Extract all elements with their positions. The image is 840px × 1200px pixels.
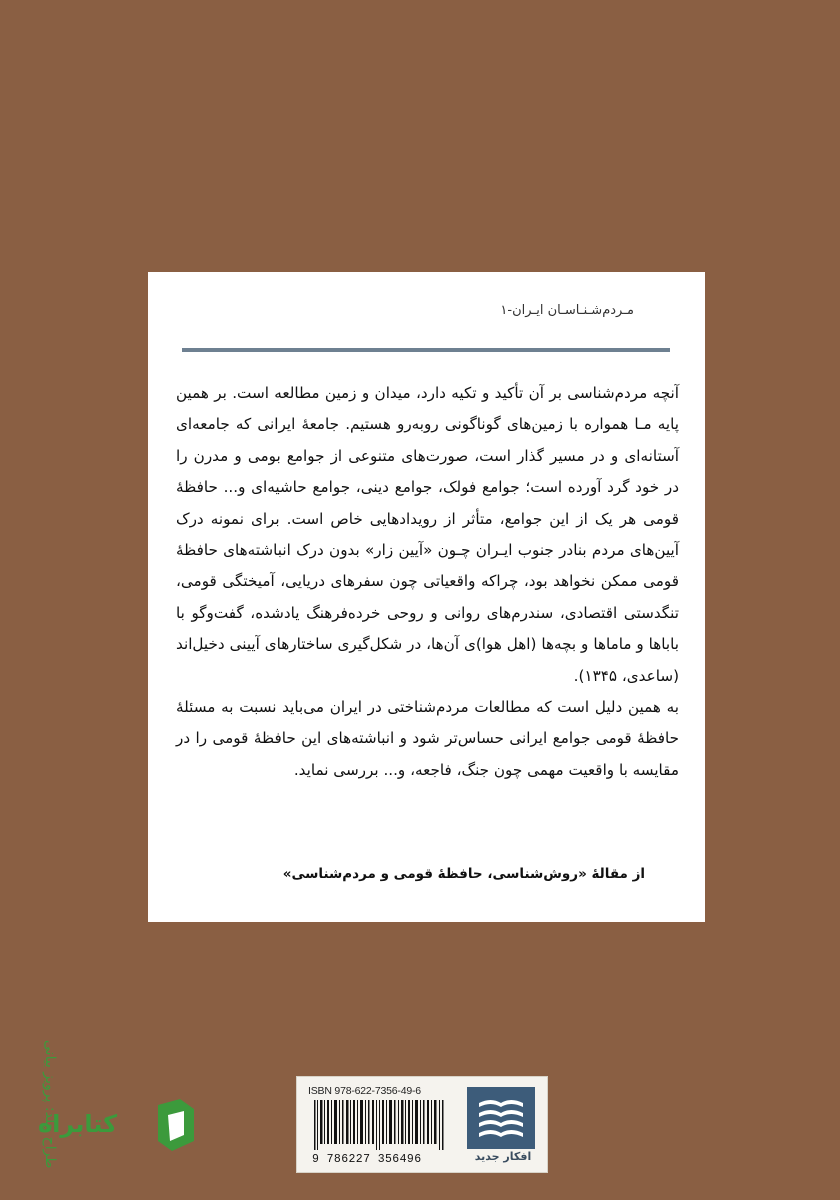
paragraph-1: آنچه مردم‌شناسی بر آن تأکید و تکیه دارد، میدان و زمین مطالعه است. بر همین پایه مـا همواره با زمین‌های گوناگونی روبه‌رو هستیم. جامعهٔ ایرانی که جامعه‌ای آستانه‌ای و در مسیر گذار است، صورت‌های متنوعی از جوامع بومی و مدرن را در خود گرد آورده است؛ جوامع فولک، جوامع دینی، جوامع حاشیه‌ای و... حافظهٔ قومی هر یک از این جوامع، متأثر از رویدادهایی خاص است. برای نمونه درک آیین‌های مردم بنادر جنوب ایـران چـون «آیین زار» بدون درک انباشته‌های حافظهٔ قومی ممکن نخواهد بود، چراکه واقعیاتی چون سفرهای دریایی، آمیختگی قومی، تنگدستی اقتصادی، سندرم‌های روانی و روحی خرده‌فرهنگ یادشده، گفت‌وگو با باباها و ماماها و بچه‌ها (اهل هوا)ی آن‌ها، در شکل‌گیری ساختارهای آیینی دخیل‌اند (ساعدی، ۱۳۴۵). xyxy=(176,384,679,685)
cover-designer-credit: طراح جلد: پرویز بیانی xyxy=(42,1040,58,1169)
isbn-label: ISBN 978-622-7356-49-6 xyxy=(308,1085,421,1097)
barcode-digits: 9 786227 356496 xyxy=(312,1153,422,1166)
publisher-name: افکار جدید xyxy=(474,1150,532,1163)
divider-rule xyxy=(182,348,670,352)
ketabrah-brand: کتابراه xyxy=(38,1110,118,1138)
paragraph-2: به همین دلیل است که مطالعات مردم‌شناختی در ایران می‌باید نسبت به مسئلهٔ حافظهٔ قومی جوامع ایرانی حساس‌تر شود و انباشته‌های این حافظهٔ قومی را در مقایسه با واقعیت مهمی چون جنگ، فاجعه، و... بررسی نماید. xyxy=(176,698,679,779)
barcode xyxy=(312,1100,447,1150)
source-citation: از مقالهٔ «روش‌شناسی، حافظهٔ قومی و مردم‌شناسی» xyxy=(282,866,645,882)
ketabrah-logo-icon xyxy=(150,1095,202,1155)
series-title: مـردم‌شـنـاسـان ایـران-۱ xyxy=(500,303,634,318)
blurb-text xyxy=(176,378,679,786)
